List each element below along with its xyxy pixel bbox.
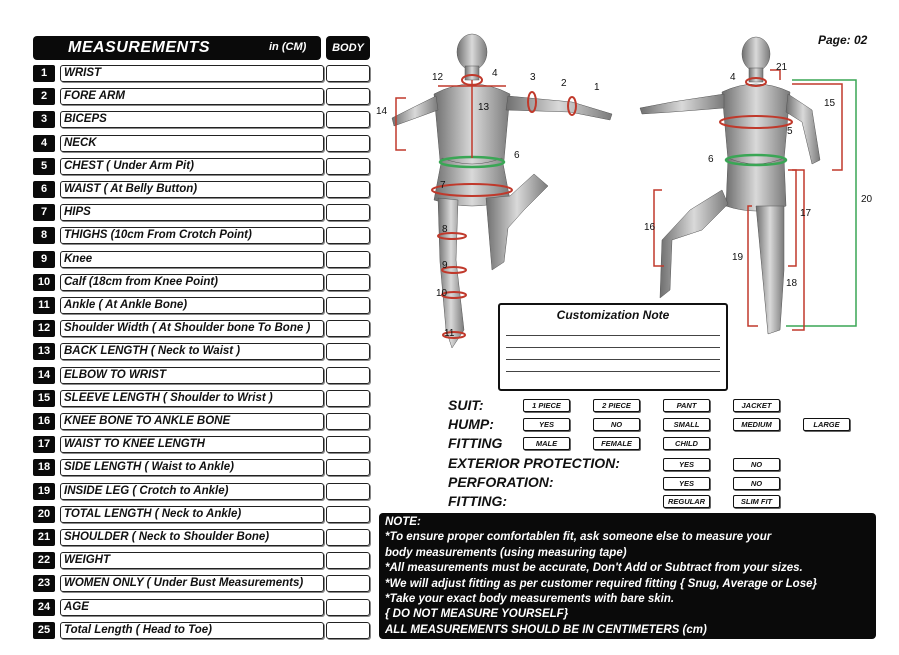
- customization-note-title: Customization Note: [556, 308, 670, 322]
- measurement-label: FORE ARM: [60, 88, 324, 105]
- suit-pant-option[interactable]: PANT: [663, 399, 710, 412]
- row-number: 20: [33, 506, 55, 523]
- measurement-label: WOMEN ONLY ( Under Bust Measurements): [60, 575, 324, 592]
- measurement-row: [33, 529, 373, 546]
- note-line-3: *All measurements must be accurate, Don't Add or Subtract from your sizes.: [385, 562, 803, 575]
- measurement-label: Calf (18cm from Knee Point): [60, 274, 324, 291]
- body-value-input[interactable]: [326, 390, 370, 407]
- measurement-row: [33, 135, 373, 152]
- measurement-label: WEIGHT: [60, 552, 324, 569]
- front-label-17: 17: [800, 208, 812, 219]
- fitting-style-label: FITTING:: [448, 493, 508, 509]
- measurement-row: [33, 204, 373, 221]
- hump-medium-option[interactable]: MEDIUM: [733, 418, 780, 431]
- row-number: 11: [33, 297, 55, 314]
- measurement-row: [33, 390, 373, 407]
- measurement-label: SLEEVE LENGTH ( Shoulder to Wrist ): [60, 390, 324, 407]
- perforation-no-option[interactable]: NO: [733, 477, 780, 490]
- suit-1-piece-option[interactable]: 1 PIECE: [523, 399, 570, 412]
- row-number: 17: [33, 436, 55, 453]
- measurement-row: [33, 459, 373, 476]
- measurement-label: Knee: [60, 251, 324, 268]
- suit-jacket-option[interactable]: JACKET: [733, 399, 780, 412]
- exterior-protection-label: EXTERIOR PROTECTION:: [448, 455, 620, 471]
- row-number: 15: [33, 390, 55, 407]
- body-value-input[interactable]: [326, 413, 370, 430]
- row-number: 3: [33, 111, 55, 128]
- note-line-6: { DO NOT MEASURE YOURSELF}: [385, 608, 569, 621]
- measurement-row: [33, 552, 373, 569]
- front-label-15: 15: [824, 98, 836, 109]
- back-label-3: 3: [530, 72, 536, 83]
- fitting-child-option[interactable]: CHILD: [663, 437, 710, 450]
- front-label-5: 5: [787, 126, 793, 137]
- measurement-row: [33, 227, 373, 244]
- measurement-label: ELBOW TO WRIST: [60, 367, 324, 384]
- front-label-20: 20: [861, 194, 873, 205]
- body-value-input[interactable]: [326, 599, 370, 616]
- measurement-row: [33, 483, 373, 500]
- front-label-16: 16: [644, 222, 656, 233]
- measurement-label: NECK: [60, 135, 324, 152]
- back-label-8: 8: [442, 224, 448, 235]
- measurement-row: [33, 274, 373, 291]
- measurement-row: [33, 436, 373, 453]
- perforation-yes-option[interactable]: YES: [663, 477, 710, 490]
- body-value-input[interactable]: [326, 65, 370, 82]
- measurement-label: WAIST TO KNEE LENGTH: [60, 436, 324, 453]
- body-value-input[interactable]: [326, 367, 370, 384]
- measurement-row: [33, 297, 373, 314]
- hump-large-option[interactable]: LARGE: [803, 418, 850, 431]
- front-label-18: 18: [786, 278, 798, 289]
- body-value-input[interactable]: [326, 227, 370, 244]
- row-number: 16: [33, 413, 55, 430]
- body-column-header: BODY: [326, 36, 370, 60]
- back-label-7: 7: [440, 180, 446, 191]
- measurement-label: CHEST ( Under Arm Pit): [60, 158, 324, 175]
- measurement-row: [33, 111, 373, 128]
- note-line: [506, 335, 720, 336]
- measurement-label: BICEPS: [60, 111, 324, 128]
- measurement-row: [33, 622, 373, 639]
- suit-label: SUIT:: [448, 397, 484, 413]
- body-value-input[interactable]: [326, 436, 370, 453]
- body-value-input[interactable]: [326, 483, 370, 500]
- measurement-label: SHOULDER ( Neck to Shoulder Bone): [60, 529, 324, 546]
- fitting-gender-label: FITTING: [448, 435, 503, 451]
- body-value-input[interactable]: [326, 158, 370, 175]
- measurement-row: [33, 367, 373, 384]
- back-label-9: 9: [442, 260, 448, 271]
- body-value-input[interactable]: [326, 506, 370, 523]
- front-label-4: 4: [730, 72, 736, 83]
- measurement-label: INSIDE LEG ( Crotch to Ankle): [60, 483, 324, 500]
- row-number: 10: [33, 274, 55, 291]
- back-label-6: 6: [514, 150, 520, 161]
- exterior-no-option[interactable]: NO: [733, 458, 780, 471]
- row-number: 21: [33, 529, 55, 546]
- back-label-13: 13: [478, 102, 490, 113]
- front-label-6: 6: [708, 154, 714, 165]
- note-line: [506, 347, 720, 348]
- measurement-row: [33, 413, 373, 430]
- measurement-label: WRIST: [60, 65, 324, 82]
- note-line: [506, 371, 720, 372]
- body-value-input[interactable]: [326, 575, 370, 592]
- measurement-row: [33, 343, 373, 360]
- notes-panel: [379, 513, 876, 639]
- measurements-header: [33, 36, 321, 60]
- note-line: [506, 359, 720, 360]
- row-number: 1: [33, 65, 55, 82]
- back-label-10: 10: [436, 288, 448, 299]
- note-line-4: *We will adjust fitting as per customer required fitting { Snug, Average or Lose}: [385, 577, 817, 590]
- note-line-2: body measurements (using measuring tape): [385, 546, 627, 559]
- body-value-input[interactable]: [326, 343, 370, 360]
- back-label-4: 4: [492, 68, 498, 79]
- body-value-input[interactable]: [326, 552, 370, 569]
- fitting-female-option[interactable]: FEMALE: [593, 437, 640, 450]
- note-line-1: *To ensure proper comfortablen fit, ask someone else to measure your: [385, 531, 772, 544]
- suit-2-piece-option[interactable]: 2 PIECE: [593, 399, 640, 412]
- measurement-label: THIGHS (10cm From Crotch Point): [60, 227, 324, 244]
- hump-yes-option[interactable]: YES: [523, 418, 570, 431]
- measurements-title: MEASUREMENTS: [68, 39, 211, 56]
- row-number: 13: [33, 343, 55, 360]
- body-value-input[interactable]: [326, 459, 370, 476]
- row-number: 4: [33, 135, 55, 152]
- measurement-label: Total Length ( Head to Toe): [60, 622, 324, 639]
- fitting-regular-option[interactable]: REGULAR: [663, 495, 710, 508]
- measurement-row: [33, 181, 373, 198]
- body-value-input[interactable]: [326, 622, 370, 639]
- measurement-label: SIDE LENGTH ( Waist to Ankle): [60, 459, 324, 476]
- page-number: Page: 02: [818, 33, 868, 47]
- unit-label: in (CM): [269, 41, 307, 53]
- measurement-row: [33, 158, 373, 175]
- hump-small-option[interactable]: SMALL: [663, 418, 710, 431]
- measurement-row: [33, 506, 373, 523]
- measurement-row: [33, 320, 373, 337]
- measurement-label: KNEE BONE TO ANKLE BONE: [60, 413, 324, 430]
- body-value-input[interactable]: [326, 204, 370, 221]
- note-line-5: *Take your exact body measurements with bare skin.: [385, 593, 675, 606]
- back-label-1: 1: [594, 82, 600, 93]
- row-number: 9: [33, 251, 55, 268]
- row-number: 25: [33, 622, 55, 639]
- measurement-row: [33, 65, 373, 82]
- row-number: 8: [33, 227, 55, 244]
- hump-no-option[interactable]: NO: [593, 418, 640, 431]
- back-label-11: 11: [444, 328, 455, 339]
- body-value-input[interactable]: [326, 111, 370, 128]
- notes-heading: NOTE:: [385, 516, 421, 528]
- body-value-input[interactable]: [326, 320, 370, 337]
- back-label-12: 12: [432, 72, 444, 83]
- measurement-row: [33, 251, 373, 268]
- measurement-label: Ankle ( At Ankle Bone): [60, 297, 324, 314]
- body-value-input[interactable]: [326, 181, 370, 198]
- row-number: 2: [33, 88, 55, 105]
- row-number: 18: [33, 459, 55, 476]
- exterior-yes-option[interactable]: YES: [663, 458, 710, 471]
- front-label-21: 21: [776, 62, 788, 73]
- body-value-input[interactable]: [326, 274, 370, 291]
- measurement-label: AGE: [60, 599, 324, 616]
- customization-note-box[interactable]: [498, 303, 728, 391]
- row-number: 14: [33, 367, 55, 384]
- row-number: 5: [33, 158, 55, 175]
- back-label-2: 2: [561, 78, 567, 89]
- measurement-row: [33, 88, 373, 105]
- row-number: 12: [33, 320, 55, 337]
- row-number: 22: [33, 552, 55, 569]
- measurement-label: Shoulder Width ( At Shoulder bone To Bone ): [60, 320, 324, 337]
- measurement-label: HIPS: [60, 204, 324, 221]
- front-label-19: 19: [732, 252, 744, 263]
- body-value-input[interactable]: [326, 251, 370, 268]
- row-number: 19: [33, 483, 55, 500]
- row-number: 24: [33, 599, 55, 616]
- back-label-14: 14: [376, 106, 388, 117]
- measurement-label: WAIST ( At Belly Button): [60, 181, 324, 198]
- fitting-male-option[interactable]: MALE: [523, 437, 570, 450]
- body-value-input[interactable]: [326, 297, 370, 314]
- measurement-row: [33, 599, 373, 616]
- back-figure: [392, 34, 612, 348]
- perforation-label: PERFORATION:: [448, 474, 554, 490]
- measurement-label: TOTAL LENGTH ( Neck to Ankle): [60, 506, 324, 523]
- body-value-input[interactable]: [326, 88, 370, 105]
- fitting-slim-fit-option[interactable]: SLIM FIT: [733, 495, 780, 508]
- body-value-input[interactable]: [326, 529, 370, 546]
- row-number: 23: [33, 575, 55, 592]
- hump-label: HUMP:: [448, 416, 494, 432]
- row-number: 7: [33, 204, 55, 221]
- body-value-input[interactable]: [326, 135, 370, 152]
- measurement-label: BACK LENGTH ( Neck to Waist ): [60, 343, 324, 360]
- note-line-7: ALL MEASUREMENTS SHOULD BE IN CENTIMETERS (cm): [385, 623, 707, 636]
- measurement-row: [33, 575, 373, 592]
- row-number: 6: [33, 181, 55, 198]
